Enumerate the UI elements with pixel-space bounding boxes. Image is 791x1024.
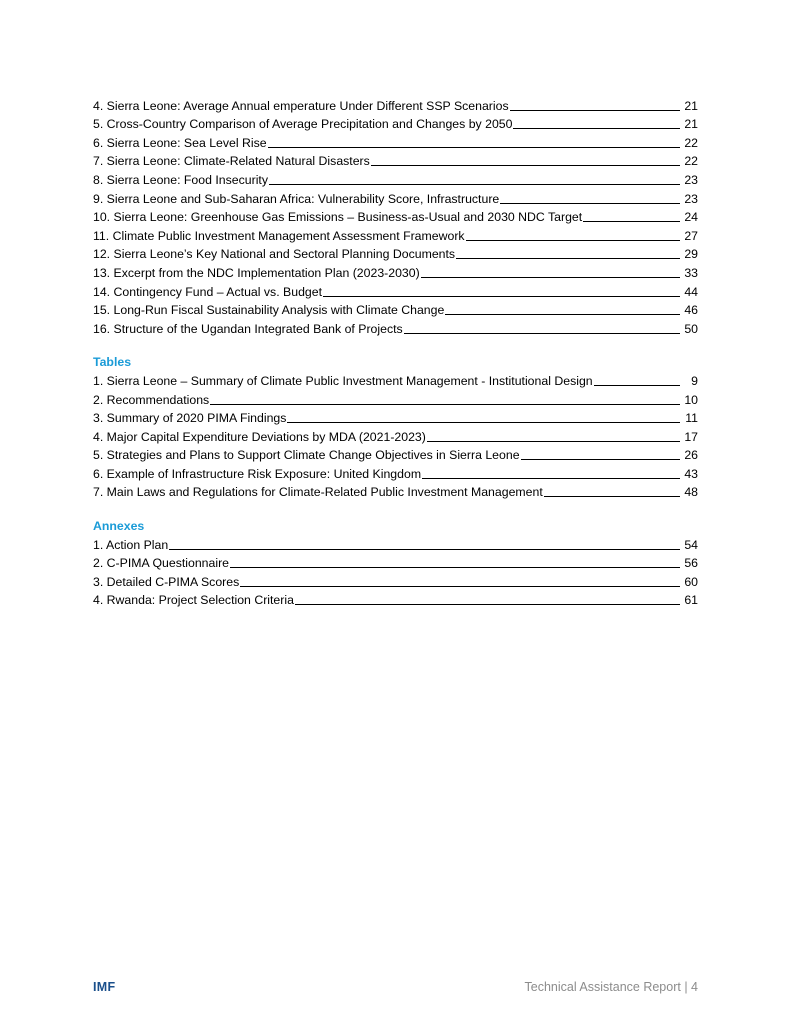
leader-line (269, 184, 680, 185)
toc-entry-page: 10 (684, 392, 698, 407)
toc-entry[interactable] (93, 407, 698, 426)
toc-entry-page: 43 (684, 466, 698, 481)
toc-entry[interactable] (93, 425, 698, 444)
toc-entry-title: 1. Sierra Leone – Summary of Climate Public Investment Management - Institutional Design (93, 373, 593, 388)
leader-line (544, 496, 680, 497)
leader-line (500, 203, 680, 204)
toc-entry[interactable] (93, 113, 698, 132)
toc-entry[interactable] (93, 570, 698, 589)
toc-entry-title: 6. Sierra Leone: Sea Level Rise (93, 135, 267, 150)
leader-line (456, 258, 680, 259)
leader-line (371, 165, 680, 166)
toc-entry-title: 10. Sierra Leone: Greenhouse Gas Emissions – Business-as-Usual and 2030 NDC Target (93, 210, 583, 225)
leader-line (169, 549, 680, 550)
toc-entry[interactable] (93, 168, 698, 187)
figures-list (93, 94, 698, 336)
toc-entry-page: 44 (684, 284, 698, 299)
leader-line (422, 478, 680, 479)
toc-entry-title: 13. Excerpt from the NDC Implementation Plan (2023-2030) (93, 265, 420, 280)
toc-entry-title: 5. Strategies and Plans to Support Climate Change Objectives in Sierra Leone (93, 448, 520, 463)
toc-entry-title: 8. Sierra Leone: Food Insecurity (93, 172, 268, 187)
leader-line (510, 110, 680, 111)
toc-entry[interactable] (93, 131, 698, 150)
toc-entry-page: 22 (684, 135, 698, 150)
toc-entry-page: 23 (684, 191, 698, 206)
leader-line (240, 586, 680, 587)
toc-entry[interactable] (93, 388, 698, 407)
toc-entry-page: 17 (684, 429, 698, 444)
toc-entry-page: 61 (684, 593, 698, 608)
toc-entry[interactable] (93, 481, 698, 500)
toc-entry-title: 4. Rwanda: Project Selection Criteria (93, 593, 294, 608)
toc-entry[interactable] (93, 317, 698, 336)
toc-entry[interactable] (93, 589, 698, 608)
toc-entry-page: 33 (684, 265, 698, 280)
toc-entry-page: 23 (684, 172, 698, 187)
tables-heading: Tables (93, 355, 132, 370)
toc-entry-page: 46 (684, 303, 698, 318)
toc-entry[interactable] (93, 552, 698, 571)
toc-entry[interactable] (93, 94, 698, 113)
toc-entry-page: 21 (684, 98, 698, 113)
toc-entry-title: 7. Sierra Leone: Climate-Related Natural Disasters (93, 154, 370, 169)
toc-entry[interactable] (93, 299, 698, 318)
toc-entry-page: 9 (691, 373, 698, 388)
footer-page-label: Technical Assistance Report | 4 (524, 980, 698, 994)
leader-line (427, 441, 680, 442)
leader-line (583, 221, 680, 222)
toc-entry-title: 12. Sierra Leone’s Key National and Sectoral Planning Documents (93, 247, 456, 262)
leader-line (421, 277, 680, 278)
leader-line (404, 333, 680, 334)
toc-entry-page: 50 (684, 321, 698, 336)
toc-entry-title: 3. Summary of 2020 PIMA Findings (93, 411, 287, 426)
toc-entry[interactable] (93, 150, 698, 169)
toc-entry[interactable] (93, 444, 698, 463)
toc-entry-title: 11. Climate Public Investment Management Assessment Framework (93, 228, 465, 243)
annexes-heading: Annexes (93, 519, 145, 534)
toc-entry-page: 26 (684, 448, 698, 463)
annexes-list (93, 533, 698, 607)
leader-line (268, 147, 680, 148)
toc-entry-page: 27 (684, 228, 698, 243)
toc-entry-title: 5. Cross-Country Comparison of Average Precipitation and Changes by 2050 (93, 117, 513, 132)
leader-line (323, 296, 680, 297)
leader-line (445, 314, 680, 315)
toc-entry[interactable] (93, 369, 698, 388)
toc-entry-title: 3. Detailed C-PIMA Scores (93, 574, 240, 589)
toc-entry-page: 11 (685, 411, 698, 426)
toc-entry-title: 6. Example of Infrastructure Risk Exposure: United Kingdom (93, 466, 422, 481)
leader-line (230, 567, 680, 568)
toc-entry-page: 21 (684, 117, 698, 132)
leader-line (287, 422, 680, 423)
toc-entry-title: 1. Action Plan (93, 537, 169, 552)
tables-list (93, 369, 698, 499)
toc-entry-page: 24 (684, 210, 698, 225)
toc-entry-page: 29 (684, 247, 698, 262)
toc-entry[interactable] (93, 533, 698, 552)
toc-entry-title: 16. Structure of the Ugandan Integrated Bank of Projects (93, 321, 403, 336)
toc-entry-page: 56 (684, 556, 698, 571)
toc-entry-title: 4. Major Capital Expenditure Deviations by MDA (2021-2023) (93, 429, 426, 444)
toc-entry-title: 2. C-PIMA Questionnaire (93, 556, 230, 571)
leader-line (594, 385, 680, 386)
toc-entry-title: 9. Sierra Leone and Sub-Saharan Africa: Vulnerability Score, Infrastructure (93, 191, 500, 206)
toc-entry-title: 14. Contingency Fund – Actual vs. Budget (93, 284, 323, 299)
toc-entry-title: 2. Recommendations (93, 392, 210, 407)
toc-entry[interactable] (93, 462, 698, 481)
toc-entry[interactable] (93, 261, 698, 280)
leader-line (466, 240, 680, 241)
toc-entry-page: 54 (684, 537, 698, 552)
toc-entry-page: 48 (684, 485, 698, 500)
leader-line (513, 128, 680, 129)
leader-line (210, 404, 680, 405)
toc-entry-title: 7. Main Laws and Regulations for Climate-Related Public Investment Management (93, 485, 543, 500)
toc-entry-page: 60 (684, 574, 698, 589)
toc-entry[interactable] (93, 206, 698, 225)
imf-logo: IMF (93, 980, 116, 994)
leader-line (295, 604, 680, 605)
toc-entry-title: 15. Long-Run Fiscal Sustainability Analysis with Climate Change (93, 303, 445, 318)
toc-entry[interactable] (93, 243, 698, 262)
table-of-contents (93, 94, 698, 607)
toc-entry[interactable] (93, 187, 698, 206)
toc-entry[interactable] (93, 224, 698, 243)
toc-entry[interactable] (93, 280, 698, 299)
toc-entry-title: 4. Sierra Leone: Average Annual emperature Under Different SSP Scenarios (93, 98, 509, 113)
leader-line (521, 459, 680, 460)
toc-entry-page: 22 (684, 154, 698, 169)
